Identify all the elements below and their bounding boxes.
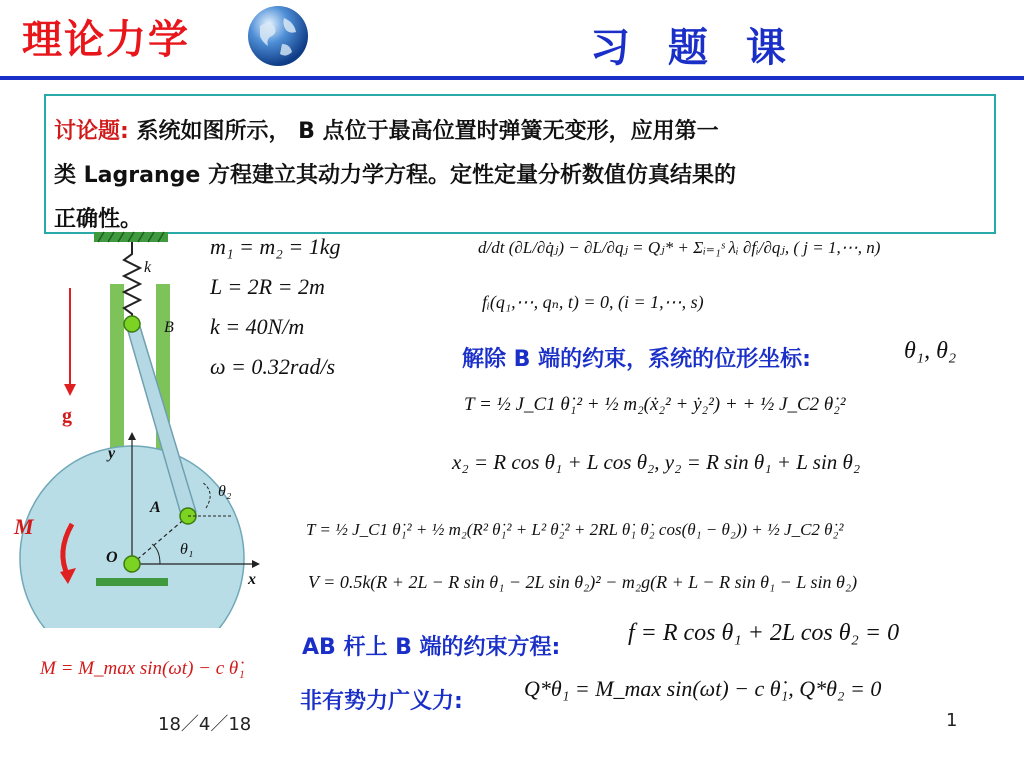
rod-constraint-label: AB 杆上 B 端的约束方程: [302, 635, 561, 660]
gravity-label: g [62, 405, 72, 427]
spring-label-k: k [144, 259, 152, 276]
point-o-label: O [106, 549, 118, 566]
x-axis-label: x [248, 571, 256, 588]
rod-constraint-equation: f = R cos θ₁ + 2L cos θ₂ = 0 [628, 620, 900, 646]
kinetic-energy-2: T = ½ J_C1 θ̇₁² + ½ m₂(R² θ̇₁² + L² θ̇₂² + 2RL θ̇₁ θ̇₂ cos(θ₁ − θ₂)) + ½ J_C2 θ̇₂² [306, 520, 844, 539]
constraint-equation: fᵢ(q₁,⋯, qₙ, t) = 0, (i = 1,⋯, s) [482, 292, 704, 312]
page-heading: 习 题 课 [590, 25, 798, 71]
moment-label: M [14, 514, 34, 539]
param-length: L = 2R = 2m [210, 274, 325, 299]
moment-formula: M = M_max sin(ωt) − c θ̇₁ [40, 658, 245, 679]
generalized-force: Q*θ₁ = M_max sin(ωt) − c θ̇₁, Q*θ₂ = 0 [524, 676, 882, 701]
joint-o [124, 556, 140, 572]
param-masses: m₁ = m₂ = 1kg [210, 234, 341, 259]
nonpotential-label: 非有势力广义力: [300, 689, 463, 714]
topic-text-1: 系统如图所示， B 点位于最高位置时弹簧无变形，应用第一 [136, 119, 719, 144]
course-title: 理论力学 [22, 17, 190, 63]
theta2-label: θ₂ [218, 483, 232, 500]
header-divider [0, 76, 1024, 80]
topic-line-1 [54, 114, 719, 145]
generalized-coords: θ₁, θ₂ [904, 338, 957, 364]
y-axis-label: y [108, 445, 116, 462]
joint-b [124, 316, 140, 332]
base-support [96, 578, 168, 586]
point-b-label: B [164, 319, 174, 336]
release-label: 解除 B 端的约束，系统的位形坐标: [462, 347, 811, 372]
topic-text-2: 类 Lagrange 方程建立其动力学方程。定性定量分析数值仿真结果的 [54, 163, 736, 188]
param-omega: ω = 0.32rad/s [210, 354, 336, 379]
topic-text-3: 正确性。 [54, 207, 143, 232]
topic-label: 讨论题: [54, 119, 129, 144]
globe-icon [246, 4, 310, 68]
point-a-label: A [150, 499, 161, 516]
param-stiffness: k = 40N/m [210, 314, 305, 339]
kinetic-energy-1: T = ½ J_C1 θ̇₁² + ½ m₂(ẋ₂² + ẏ₂²) + + ½ J_C2 θ̇₂² [464, 394, 846, 415]
theta1-label: θ₁ [180, 541, 194, 558]
position-coords: x₂ = R cos θ₁ + L cos θ₂, y₂ = R sin θ₁ + L sin θ₂ [452, 450, 861, 474]
footer-date: 18／4／18 [158, 714, 252, 735]
lagrange-equation: d/dt (∂L/∂q̇ⱼ) − ∂L/∂qⱼ = Qⱼ* + Σᵢ₌₁ˢ λᵢ ∂fᵢ/∂qⱼ, ( j = 1,⋯, n) [478, 238, 881, 257]
page-number: 1 [946, 710, 958, 731]
potential-energy: V = 0.5k(R + 2L − R sin θ₁ − 2L sin θ₂)² − m₂g(R + L − R sin θ₁ − L sin θ₂) [308, 572, 858, 592]
spring [124, 242, 140, 324]
